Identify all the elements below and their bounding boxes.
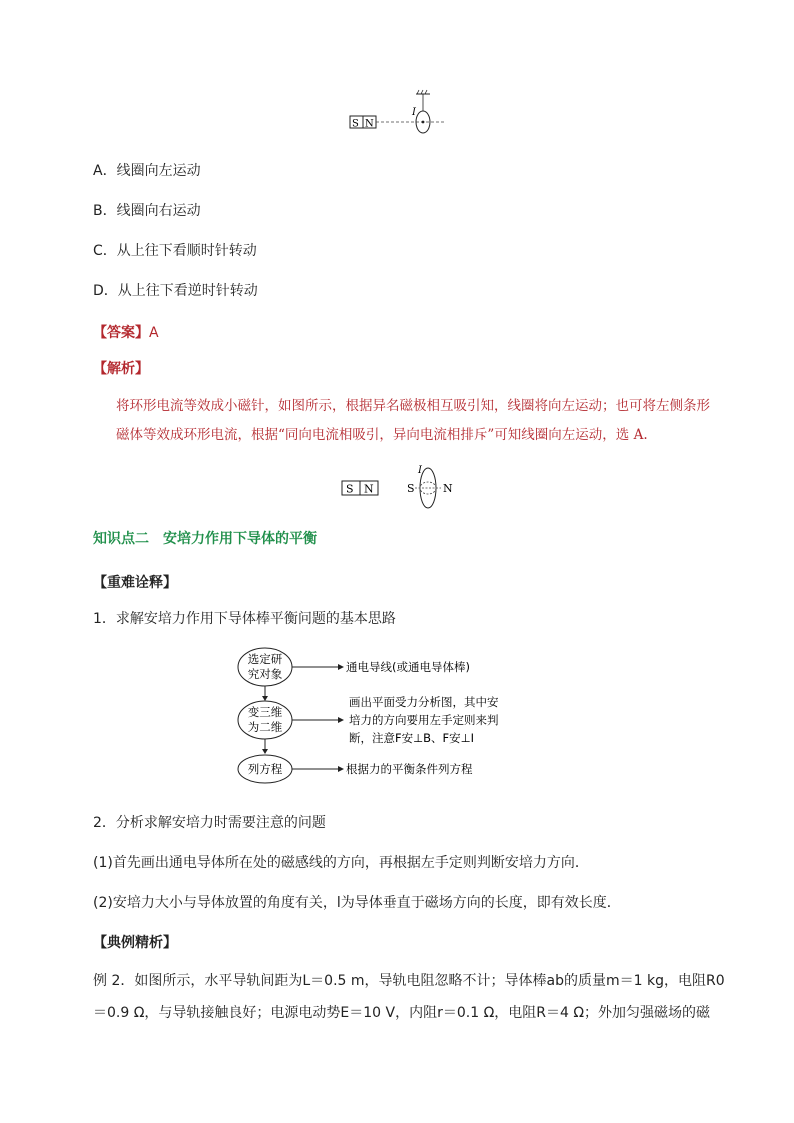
magnet2-s-label: S [346,482,354,496]
option-a: A．线圈向左运动 [93,163,201,179]
point1-title: 1．求解安培力作用下导体棒平衡问题的基本思路 [93,611,396,627]
option-c: C．从上往下看顺时针转动 [93,243,257,259]
magnet-s-label: S [352,118,359,130]
flow-step3-note: 根据力的平衡条件列方程 [346,762,473,776]
current-i-label: I [412,107,416,118]
figure-magnet-coil [340,88,460,138]
flow-step2-line2: 为二维 [247,720,283,734]
magnet-n-label: N [365,118,374,130]
example-label: 【典例精析】 [93,935,177,951]
point2-item2: (2)安培力大小与导体放置的角度有关，l为导体垂直于磁场方向的长度，即有效长度． [93,895,621,911]
example-line1: 例 2．如图所示，水平导轨间距为L＝0.5 m，导轨电阻忽略不计；导体棒ab的质量m＝1 kg，电阻R0 [93,973,725,989]
flowchart [230,645,560,790]
answer-value: A [149,325,159,341]
flow-step2-line1: 变三维 [247,705,283,719]
ring-s-label: S [407,482,415,495]
ring-current-label: I [418,465,422,476]
point2-title: 2．分析求解安培力时需要注意的问题 [93,815,326,831]
figure-equivalent-magnet [335,464,465,512]
flow-step1-note: 通电导线(或通电导体棒) [346,660,470,674]
magnet2-n-label: N [364,482,374,496]
ring-n-label: N [443,482,453,495]
flow-step3-label: 列方程 [247,762,283,776]
point2-item1: (1)首先画出通电导体所在处的磁感线的方向，再根据左手定则判断安培力方向． [93,855,589,871]
answer-label: 【答案】 [93,325,149,341]
analysis-text: 将环形电流等效成小磁针，如图所示，根据异名磁极相互吸引知，线圈将向左运动；也可将左侧条形磁体等效成环形电流，根据“同向电流相吸引，异向电流相排斥”可知线圈向左运动，选 A. [116,398,710,443]
flow-step2-note3: 断，注意F安⊥B、F安⊥I [349,731,475,745]
section-title: 知识点二 安培力作用下导体的平衡 [93,531,317,547]
key-points-label: 【重难诠释】 [93,575,177,591]
flow-step2-note1: 画出平面受力分析图，其中安 [349,695,499,709]
answer [93,322,159,342]
flow-step1-line1: 选定研 [247,652,283,666]
flow-step1-line2: 究对象 [247,667,283,681]
example-line2: ＝0.9 Ω，与导轨接触良好；电源电动势E＝10 V，内阻r＝0.1 Ω，电阻R＝4 Ω；外加匀强磁场的磁 [93,1005,711,1021]
flow-step2-note2: 培力的方向要用左手定则来判 [349,713,499,727]
option-d: D．从上往下看逆时针转动 [93,283,258,299]
option-b: B．线圈向右运动 [93,203,201,219]
analysis-label: 【解析】 [93,361,149,377]
